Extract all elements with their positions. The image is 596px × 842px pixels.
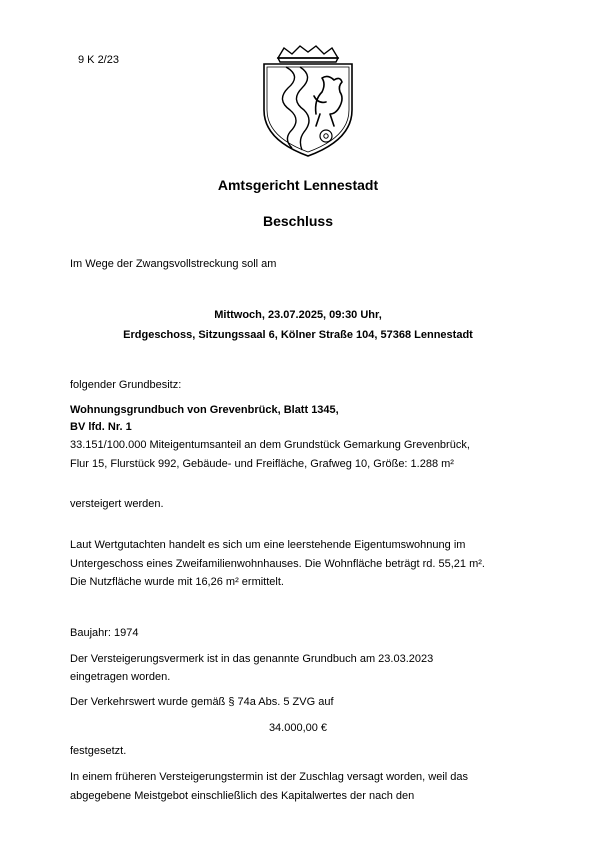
auctioned-text: versteigert werden. <box>70 498 164 510</box>
hearing-date: Mittwoch, 23.07.2025, 09:30 Uhr, <box>214 309 382 321</box>
land-register: Wohnungsgrundbuch von Grevenbrück, Blatt 1345, <box>70 404 339 416</box>
hearing-location: Erdgeschoss, Sitzungssaal 6, Kölner Straße 104, 57368 Lennestadt <box>123 329 473 341</box>
value-amount: 34.000,00 € <box>268 722 328 734</box>
appraisal-line-3: Die Nutzfläche wurde mit 16,26 m² ermittelt. <box>70 576 284 588</box>
earlier-line-2: abgegebene Meistgebot einschließlich des Kapitalwertes der nach den <box>70 790 415 802</box>
value-fixed: festgesetzt. <box>70 745 127 757</box>
share-line-2: Flur 15, Flurstück 992, Gebäude- und Freifläche, Grafweg 10, Größe: 1.288 m² <box>70 458 454 470</box>
value-intro: Der Verkehrswert wurde gemäß § 74a Abs. 5 ZVG auf <box>70 696 334 708</box>
property-intro: folgender Grundbesitz: <box>70 379 182 391</box>
case-number: 9 K 2/23 <box>78 54 119 66</box>
notice-line-2: eingetragen worden. <box>70 671 171 683</box>
intro-text: Im Wege der Zwangsvollstreckung soll am <box>70 258 277 270</box>
appraisal-line-2: Untergeschoss eines Zweifamilienwohnhauses. Die Wohnfläche beträgt rd. 55,21 m². <box>70 558 485 570</box>
bv-number: BV lfd. Nr. 1 <box>70 421 132 433</box>
notice-line-1: Der Versteigerungsvermerk ist in das genannte Grundbuch am 23.03.2023 <box>70 653 434 665</box>
year-built: Baujahr: 1974 <box>70 627 139 639</box>
appraisal-line-1: Laut Wertgutachten handelt es sich um eine leerstehende Eigentumswohnung im <box>70 539 466 551</box>
share-line-1: 33.151/100.000 Miteigentumsanteil an dem Grundstück Gemarkung Grevenbrück, <box>70 439 470 451</box>
document-title: Beschluss <box>262 213 334 229</box>
court-name: Amtsgericht Lennestadt <box>217 177 379 193</box>
earlier-line-1: In einem früheren Versteigerungstermin ist der Zuschlag versagt worden, weil das <box>70 771 469 783</box>
nrw-coat-of-arms-icon <box>256 44 360 160</box>
